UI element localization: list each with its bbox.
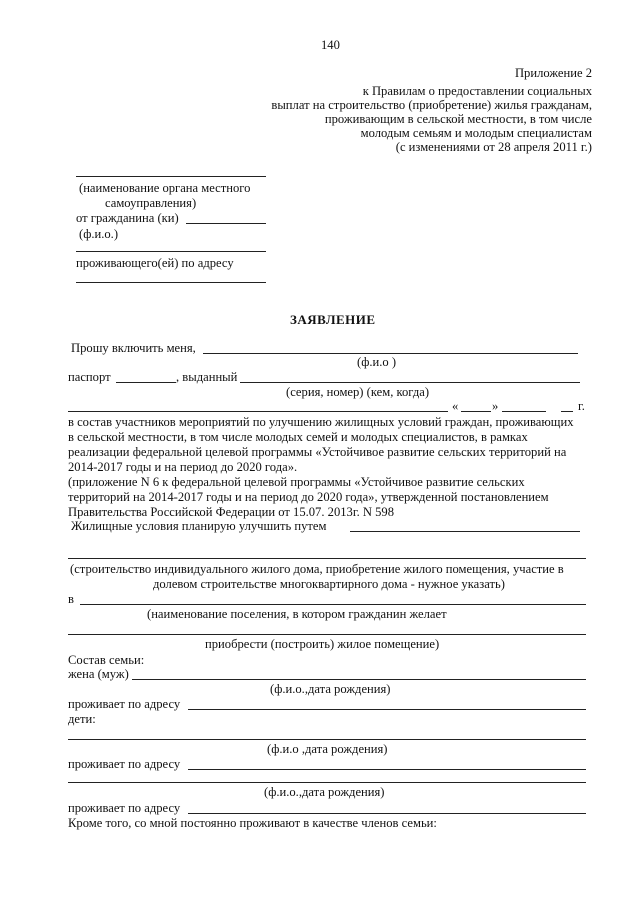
from-citizen-field[interactable]: [186, 223, 266, 224]
body-line: территорий на 2014-2017 годы и на период до 2020 года», утвержденной постановлением: [68, 490, 549, 504]
issued-label: , выданный: [176, 370, 238, 384]
passport-number-field[interactable]: [116, 382, 176, 383]
address-field[interactable]: [76, 282, 266, 283]
from-citizen-label: от гражданина (ки): [76, 211, 179, 225]
improve-label: Жилищные условия планирую улучшить путем: [71, 519, 327, 533]
settlement-field-2[interactable]: [68, 634, 586, 635]
passport-issued-field-2[interactable]: [68, 411, 448, 412]
applicant-fio-hint: (ф.и.о ): [357, 355, 397, 369]
passport-label: паспорт: [68, 370, 111, 384]
date-year-field[interactable]: [561, 411, 573, 412]
authority-field[interactable]: [76, 176, 266, 177]
fio-field[interactable]: [76, 251, 266, 252]
appendix-label: Приложение 2: [514, 66, 592, 80]
body-line: реализации федеральной целевой программы «Устойчивое развитие сельских территорий на: [68, 445, 567, 459]
appendix-line: выплат на строительство (приобретение) жилья гражданам,: [271, 98, 592, 112]
acquire-hint: приобрести (построить) жилое помещение): [205, 637, 440, 651]
request-label: Прошу включить меня,: [71, 341, 196, 355]
spouse-label: жена (муж): [68, 667, 129, 681]
spouse-address-label: проживает по адресу: [68, 697, 181, 711]
date-close-quote: »: [492, 399, 499, 413]
authority-hint-2: самоуправления): [105, 196, 197, 210]
passport-issued-field[interactable]: [240, 382, 580, 383]
improve-method-field[interactable]: [350, 531, 580, 532]
child1-address-field[interactable]: [188, 769, 586, 770]
body-line: в сельской местности, в том числе молодых семей и молодых специалистов, в рамках: [68, 430, 528, 444]
page-number: 140: [321, 38, 340, 52]
child2-field[interactable]: [68, 782, 586, 783]
child1-address-label: проживает по адресу: [68, 757, 181, 771]
family-label: Состав семьи:: [68, 653, 145, 667]
method-hint: (строительство индивидуального жилого дома, приобретение жилого помещения, участие в: [70, 562, 564, 576]
appendix-line: молодым семьям и молодым специалистам: [360, 126, 592, 140]
body-line: (приложение N 6 к федеральной целевой программы «Устойчивое развитие сельских: [68, 475, 525, 489]
passport-hint: (серия, номер) (кем, когда): [286, 385, 430, 399]
children-label: дети:: [68, 712, 96, 726]
appendix-line: к Правилам о предоставлении социальных: [362, 84, 592, 98]
settlement-hint: (наименование поселения, в котором гражданин желает: [147, 607, 447, 621]
date-month-field[interactable]: [502, 411, 546, 412]
child2-hint: (ф.и.о.,дата рождения): [264, 785, 385, 799]
body-line: 2014-2017 годы и на период до 2020 года».: [68, 460, 298, 474]
document-title: ЗАЯВЛЕНИЕ: [290, 312, 376, 327]
child1-field[interactable]: [68, 739, 586, 740]
date-day-field[interactable]: [461, 411, 491, 412]
body-line: в состав участников мероприятий по улучшению жилищных условий граждан, проживающих: [68, 415, 574, 429]
spouse-field[interactable]: [132, 679, 586, 680]
spouse-hint: (ф.и.о.,дата рождения): [270, 682, 391, 696]
appendix-line: проживающим в сельской местности, в том числе: [324, 112, 592, 126]
body-line: Правительства Российской Федерации от 15.07. 2013г. N 598: [68, 505, 395, 519]
year-suffix: г.: [578, 399, 585, 413]
also-living-text: Кроме того, со мной постоянно проживают в качестве членов семьи:: [68, 816, 437, 830]
fio-hint: (ф.и.о.): [79, 227, 119, 241]
appendix-line: (с изменениями от 28 апреля 2011 г.): [395, 140, 592, 154]
child2-address-label: проживает по адресу: [68, 801, 181, 815]
spouse-address-field[interactable]: [188, 709, 586, 710]
improve-method-field-2[interactable]: [68, 558, 586, 559]
child2-address-field[interactable]: [188, 813, 586, 814]
in-label: в: [68, 592, 74, 606]
method-hint-2: долевом строительстве многоквартирного дома - нужное указать): [153, 577, 505, 591]
settlement-field[interactable]: [80, 604, 586, 605]
applicant-fio-field[interactable]: [203, 353, 578, 354]
date-open-quote: «: [452, 399, 459, 413]
authority-hint: (наименование органа местного: [79, 181, 251, 195]
residing-label: проживающего(ей) по адресу: [76, 256, 234, 270]
child1-hint: (ф.и.о ,дата рождения): [267, 742, 388, 756]
